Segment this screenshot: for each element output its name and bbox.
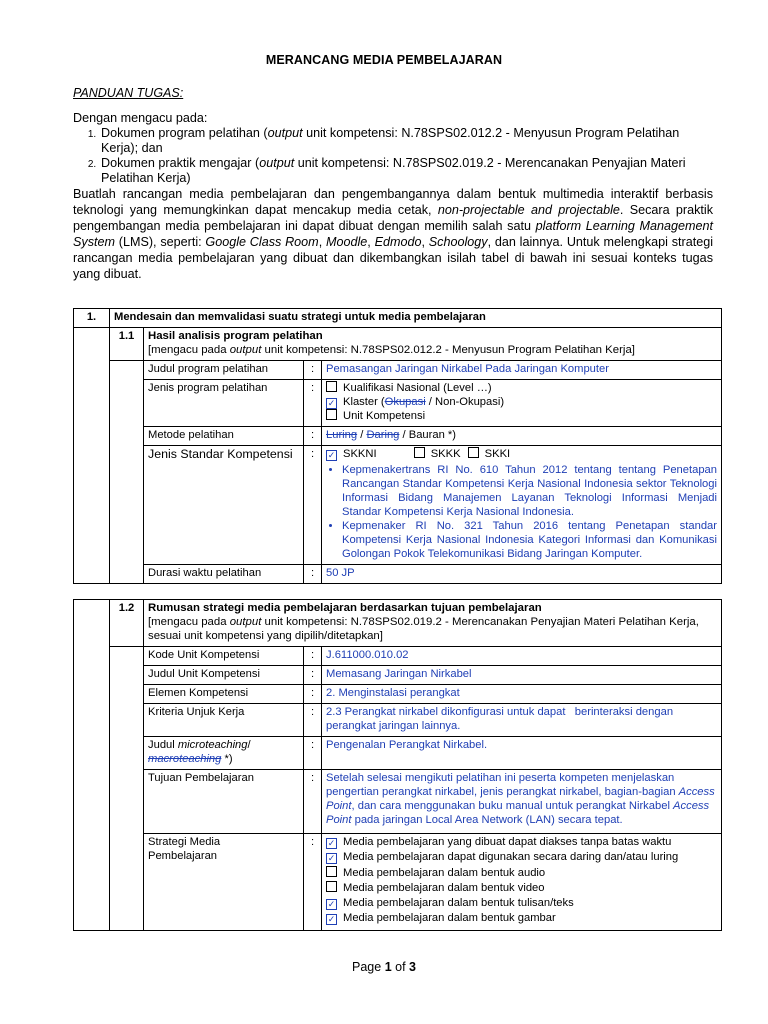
table-row <box>74 600 722 647</box>
intro-section <box>73 110 713 282</box>
page-footer: Page 1 of 3 <box>352 960 416 974</box>
field-label: Tujuan Pembelajaran <box>144 770 304 834</box>
reference-list <box>73 126 713 186</box>
objective-value: Setelah selesai mengikuti pelatihan ini peserta kompeten menjelaskan pengertian perangkat nirkabel, jenis perangkat nirkabel, bagian-bagian Access Point, dan cara menggunakan buku manual untuk perangkat Nirkabel Access Point pada jaringan Local Area Network (LAN) secara tepat. <box>322 770 722 834</box>
checkbox[interactable] <box>468 447 479 458</box>
table-row: Elemen Kompetensi : 2. Menginstalasi perangkat <box>74 685 722 704</box>
checkbox[interactable] <box>414 447 425 458</box>
field-label: Durasi waktu pelatihan <box>144 565 304 584</box>
field-label: Judul program pelatihan <box>144 361 304 380</box>
subsection-heading: Hasil analisis program pelatihan [mengacu pada output unit kompetensi: N.78SPS02.012.2 - Menyusun Program Pelatihan Kerja] <box>144 328 722 361</box>
media-strategy-options: ✓ Media pembelajaran yang dibuat dapat diakses tanpa batas waktu ✓ Media pembelajaran dapat digunakan secara daring dan/atau luring Media pembelajaran dalam bentuk audio Media pembelajaran dalam bentuk video ✓ Media pembelajaran dalam bentuk tulisan/teks ✓ Media pembelajaran dalam bentuk gambar <box>322 834 722 931</box>
field-label: Kriteria Unjuk Kerja <box>144 704 304 737</box>
instructions-paragraph: Buatlah rancangan media pembelajaran dan pengembangannya dalam bentuk multimedia interaktif berbasis teknologi yang memungkinkan dapat mencakup media cetak, non-projectable and projectable. Secara praktik pengembangan media pembelajaran ini dapat dibuat dengan memilih salah satu platform Learning Management System (LMS), seperti: Google Class Room, Moodle, Edmodo, Schoology, dan lainnya. Untuk melengkapi strategi rancangan media pembelajaran yang dibuat dan dikembangkan isilah tabel di bawah ini sesuai konteks tugas yang dibuat. <box>73 187 714 281</box>
field-label: Jenis program pelatihan <box>144 380 304 427</box>
checkbox[interactable] <box>326 409 337 420</box>
subsection-number: 1.1 <box>110 328 144 361</box>
field-label: Metode pelatihan <box>144 427 304 446</box>
training-method-value: Luring / Daring / Bauran *) <box>322 427 722 446</box>
field-label: Elemen Kompetensi <box>144 685 304 704</box>
microteaching-value: Pengenalan Perangkat Nirkabel. <box>322 737 722 770</box>
analysis-table <box>73 308 722 584</box>
field-label: Jenis Standar Kompetensi <box>144 446 304 565</box>
checkbox[interactable] <box>326 881 337 892</box>
checkbox-checked[interactable]: ✓ <box>327 450 336 460</box>
table-row: Durasi waktu pelatihan : 50 JP <box>74 565 722 584</box>
reference-item: 2. Dokumen praktik mengajar (output unit kompetensi: N.78SPS02.019.2 - Merencanakan Penyajian Materi Pelatihan Kerja) <box>99 156 713 186</box>
strategy-table <box>73 599 722 931</box>
guide-heading: PANDUAN TUGAS: <box>73 86 184 100</box>
field-label: Judul Unit Kompetensi <box>144 666 304 685</box>
table-row: Tujuan Pembelajaran : Setelah selesai mengikuti pelatihan ini peserta kompeten menjelaskan pengertian perangkat nirkabel, jenis perangkat nirkabel, bagian-bagian Access Point, dan cara menggunakan buku manual untuk perangkat Nirkabel Access Point pada jaringan Local Area Network (LAN) secara tepat. <box>74 770 722 834</box>
table-row: Jenis Standar Kompetensi : ✓ SKKNI SKKK SKKI • Kepmenakertrans RI No. 610 Tahun 2012 tentang tentang Penetapan Rancangan Standar Kompetensi Kerja Nasional Indonesia sektor Teknologi Informasi Bidang Manajemen Layanan Teknologi Informasi Menjadi Standar Kompetensi Kerja Nasional Indonesia. • Kepmenaker RI No. 321 Tahun 2016 tentang Penetapan standar Kompetensi Kerja Nasional Indonesia Kategori Informasi dan Komunikasi Golongan Pokok Telekomunikasi Bidang Jaringan Komputer. <box>74 446 722 565</box>
table-row: Strategi Media Pembelajaran : ✓ Media pembelajaran yang dibuat dapat diakses tanpa batas waktu ✓ Media pembelajaran dapat digunakan secara daring dan/atau luring Media pembelajaran dalam bentuk audio Media pembelajaran dalam bentuk video ✓ Media pembelajaran dalam bentuk tulisan/teks ✓ Media pembelajaran dalam bentuk gambar <box>74 834 722 931</box>
checkbox-checked[interactable]: ✓ <box>327 398 336 408</box>
duration-value: 50 JP <box>322 565 722 584</box>
table-row: Metode pelatihan : Luring / Daring / Bauran *) <box>74 427 722 446</box>
table-row: Judul microteaching/ macroteaching *) : Pengenalan Perangkat Nirkabel. <box>74 737 722 770</box>
regulation-list <box>326 463 717 561</box>
table-row: Kriteria Unjuk Kerja : 2.3 Perangkat nirkabel dikonfigurasi untuk dapat berinteraksi dengan perangkat jaringan lainnya. <box>74 704 722 737</box>
unit-code-value: J.611000.010.02 <box>322 647 722 666</box>
table-row: Jenis program pelatihan : Kualifikasi Nasional (Level …) ✓ Klaster (Okupasi / Non-Okupasi) Unit Kompetensi <box>74 380 722 427</box>
checkbox-checked[interactable]: ✓ <box>327 838 336 848</box>
page-title: MERANCANG MEDIA PEMBELAJARAN <box>265 53 503 67</box>
field-label: Judul microteaching/ macroteaching *) <box>144 737 304 770</box>
field-label: Strategi Media Pembelajaran <box>144 834 304 931</box>
list-item: • Kepmenaker RI No. 321 Tahun 2016 tentang Penetapan standar Kompetensi Kerja Nasional Indonesia Kategori Informasi dan Komunikasi Golongan Pokok Telekomunikasi Bidang Jaringan Komputer. <box>342 519 717 561</box>
competency-standard-value: ✓ SKKNI SKKK SKKI • Kepmenakertrans RI No. 610 Tahun 2012 tentang tentang Penetapan Rancangan Standar Kompetensi Kerja Nasional Indonesia sektor Teknologi Informasi Bidang Manajemen Layanan Teknologi Informasi Menjadi Standar Kompetensi Kerja Nasional Indonesia. • Kepmenaker RI No. 321 Tahun 2016 tentang Penetapan standar Kompetensi Kerja Nasional Indonesia Kategori Informasi dan Komunikasi Golongan Pokok Telekomunikasi Bidang Jaringan Komputer. <box>322 446 722 565</box>
criteria-value: 2.3 Perangkat nirkabel dikonfigurasi untuk dapat berinteraksi dengan perangkat jaringan lainnya. <box>322 704 722 737</box>
element-value: 2. Menginstalasi perangkat <box>322 685 722 704</box>
field-label: Kode Unit Kompetensi <box>144 647 304 666</box>
table-row: Judul Unit Kompetensi : Memasang Jaringan Nirkabel <box>74 666 722 685</box>
checkbox[interactable] <box>326 381 337 392</box>
training-type-options: Kualifikasi Nasional (Level …) ✓ Klaster (Okupasi / Non-Okupasi) Unit Kompetensi <box>322 380 722 427</box>
section-number: 1. <box>74 309 110 328</box>
section-heading: Mendesain dan memvalidasi suatu strategi untuk media pembelajaran <box>110 309 722 328</box>
table-row <box>74 328 722 361</box>
reference-item: 1. Dokumen program pelatihan (output unit kompetensi: N.78SPS02.012.2 - Menyusun Program Pelatihan Kerja); dan <box>99 126 713 156</box>
table-row <box>74 309 722 328</box>
subsection-heading: Rumusan strategi media pembelajaran berdasarkan tujuan pembelajaran [mengacu pada output unit kompetensi: N.78SPS02.019.2 - Merencanakan Penyajian Materi Pelatihan Kerja, sesuai unit kompetensi yang dipilih/ditetapkan] <box>144 600 722 647</box>
table-row: Judul program pelatihan : Pemasangan Jaringan Nirkabel Pada Jaringan Komputer <box>74 361 722 380</box>
table-row: Kode Unit Kompetensi : J.611000.010.02 <box>74 647 722 666</box>
checkbox[interactable] <box>326 866 337 877</box>
subsection-number: 1.2 <box>110 600 144 647</box>
checkbox-checked[interactable]: ✓ <box>327 853 336 864</box>
checkbox-checked[interactable]: ✓ <box>327 899 336 910</box>
list-item: • Kepmenakertrans RI No. 610 Tahun 2012 tentang tentang Penetapan Rancangan Standar Kompetensi Kerja Nasional Indonesia sektor Teknologi Informasi Bidang Manajemen Layanan Teknologi Informasi Menjadi Standar Kompetensi Kerja Nasional Indonesia. <box>342 463 717 519</box>
training-title-value: Pemasangan Jaringan Nirkabel Pada Jaringan Komputer <box>322 361 722 380</box>
checkbox-checked[interactable]: ✓ <box>327 914 336 925</box>
intro-lead: Dengan mengacu pada: <box>73 111 208 125</box>
unit-title-value: Memasang Jaringan Nirkabel <box>322 666 722 685</box>
